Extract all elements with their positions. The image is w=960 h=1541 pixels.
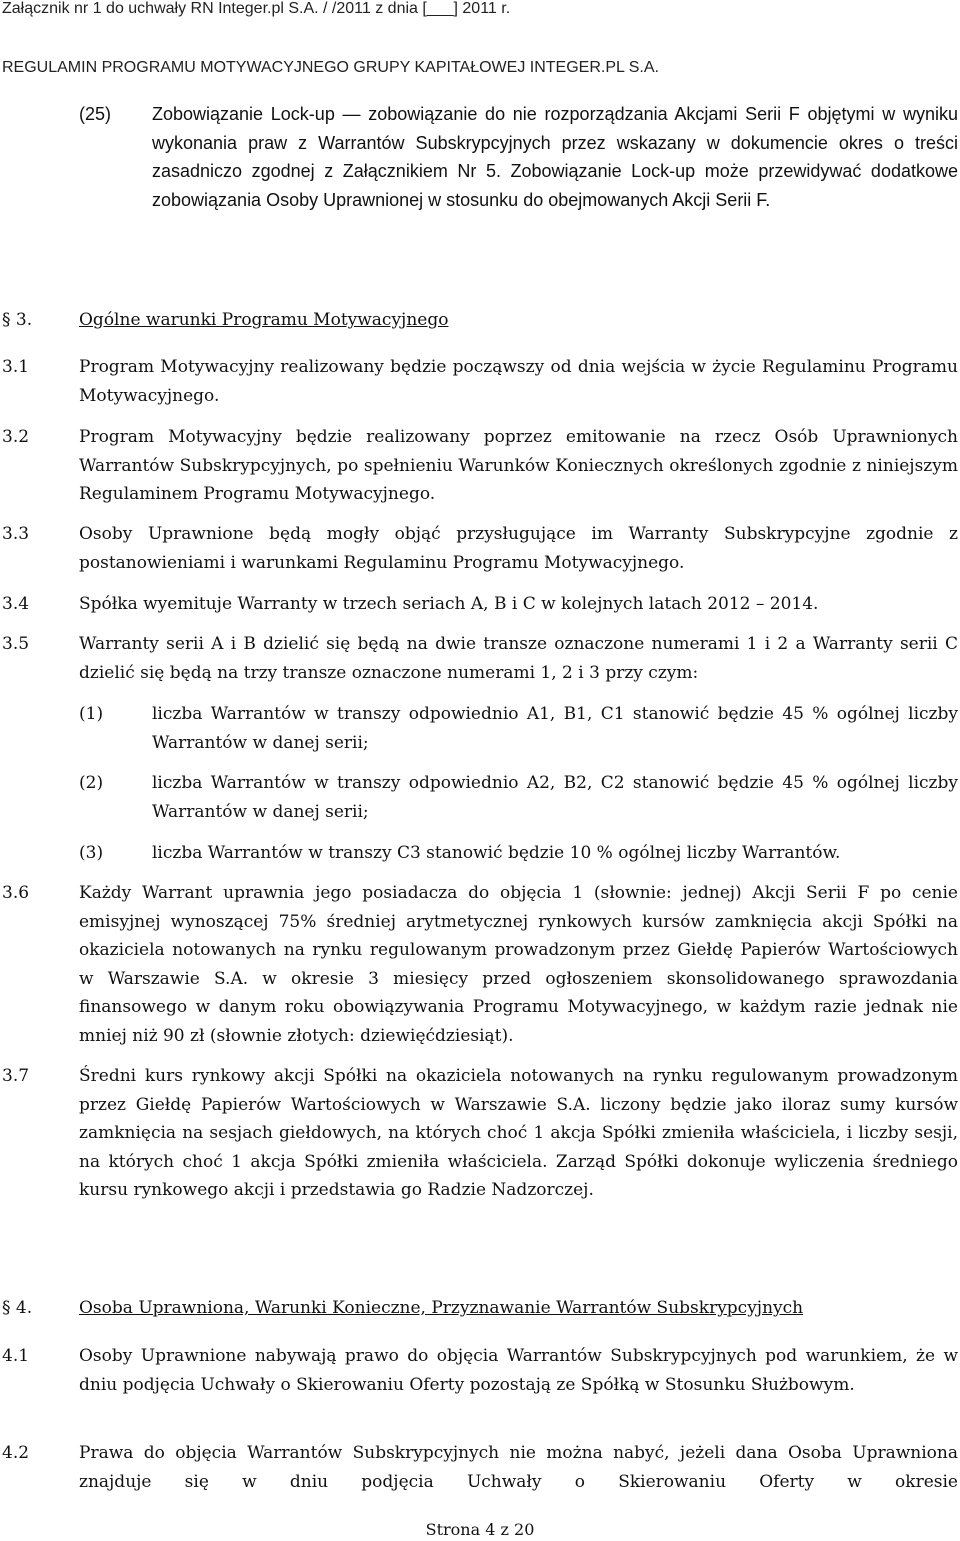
section-sign: § 3.	[2, 310, 33, 330]
clause-text: Średni kurs rynkowy akcji Spółki na okaziciela notowanych na rynku regulowanym prowadzonym przez Giełdę Papierów Wartościowych w Warszawie S.A. liczony będzie jako iloraz sumy kursów zamknięcia na sesjach giełdowych, na których choć 1 akcja Spółki zmieniła właściciela, i liczby sesji, na których choć 1 akcja Spółki zmieniła właściciela. Zarząd Spółki dokonuje wyliczenia średniego kursu rynkowego akcji i przedstawia go Radzie Nadzorczej.	[79, 1066, 958, 1201]
clause-number: 3.7	[2, 1066, 30, 1086]
subclause-number: (1)	[79, 704, 104, 724]
subclause-text: liczba Warrantów w transzy C3 stanowić będzie 10 % ogólnej liczby Warrantów.	[152, 843, 841, 863]
subclause-text: liczba Warrantów w transzy odpowiednio A1, B1, C1 stanowić będzie 45 % ogólnej liczby Warrantów w danej serii;	[152, 704, 958, 753]
clause-text: Osoby Uprawnione nabywają prawo do objęcia Warrantów Subskrypcyjnych pod warunkiem, że w dniu podjęcia Uchwały o Skierowaniu Oferty pozostają ze Spółką w Stosunku Służbowym.	[79, 1346, 958, 1395]
clause-text: Każdy Warrant uprawnia jego posiadacza do objęcia 1 (słownie: jednej) Akcji Serii F po cenie emisyjnej wynoszącej 75% średniej arytmetycznej rynkowych kursów zamknięcia akcji Spółki na okaziciela notowanych na rynku regulowanym prowadzonym przez Giełdę Papierów Wartościowych w Warszawie S.A. w okresie 3 miesięcy przed ogłoszeniem skonsolidowanego sprawozdania finansowego w danym roku obowiązywania Programu Motywacyjnego, w każdym razie jednak nie mniej niż 90 zł (słownie złotych: dziewięćdziesiąt).	[79, 883, 958, 1046]
section-title	[79, 306, 448, 334]
section-title-text: Osoba Uprawniona, Warunki Konieczne, Przyznawanie Warrantów Subskrypcyjnych	[79, 1298, 804, 1318]
definition-number: (25)	[79, 104, 112, 124]
clause-text: Warranty serii A i B dzielić się będą na dwie transze oznaczone numerami 1 i 2 a Warranty serii C dzielić się będą na trzy transze oznaczone numerami 1, 2 i 3 przy czym:	[79, 634, 958, 683]
clause-text: Spółka wyemituje Warranty w trzech seriach A, B i C w kolejnych latach 2012 – 2014.	[79, 594, 819, 614]
subclause-text: liczba Warrantów w transzy odpowiednio A2, B2, C2 stanowić będzie 45 % ogólnej liczby Warrantów w danej serii;	[152, 773, 958, 822]
clause-number: 3.4	[2, 594, 30, 614]
clause-number: 3.3	[2, 524, 30, 544]
page-number: Strona 4 z 20	[425, 1520, 535, 1539]
document-header-annex: Załącznik nr 1 do uchwały RN Integer.pl S.A. / /2011 z dnia [___] 2011 r.	[2, 0, 511, 17]
subclause-number: (3)	[79, 843, 104, 863]
clause-number: 3.5	[2, 634, 30, 654]
section-title	[79, 1294, 803, 1322]
subclause-number: (2)	[79, 773, 104, 793]
document-header-title: REGULAMIN PROGRAMU MOTYWACYJNEGO GRUPY KAPITAŁOWEJ INTEGER.PL S.A.	[2, 59, 659, 76]
clause-text: Program Motywacyjny realizowany będzie począwszy od dnia wejścia w życie Regulaminu Programu Motywacyjnego.	[79, 357, 958, 406]
section-sign: § 4.	[2, 1298, 33, 1318]
section-title-text: Ogólne warunki Programu Motywacyjnego	[79, 310, 449, 330]
clause-text: Osoby Uprawnione będą mogły objąć przysługujące im Warranty Subskrypcyjne zgodnie z postanowieniami i warunkami Regulaminu Programu Motywacyjnego.	[79, 524, 958, 573]
clause-number: 4.2	[2, 1443, 30, 1463]
clause-number: 3.6	[2, 883, 30, 903]
clause-number: 3.2	[2, 427, 30, 447]
clause-text: Program Motywacyjny będzie realizowany poprzez emitowanie na rzecz Osób Uprawnionych Warrantów Subskrypcyjnych, po spełnieniu Warunków Koniecznych określonych zgodnie z niniejszym Regulaminem Programu Motywacyjnego.	[79, 427, 958, 505]
clause-number: 3.1	[2, 357, 30, 377]
definition-text: Zobowiązanie Lock-up — zobowiązanie do nie rozporządzania Akcjami Serii F objętymi w wyniku wykonania praw z Warrantów Subskrypcyjnych przez wskazany w dokumencie okres o treści zasadniczo zgodnej z Załącznikiem Nr 5. Zobowiązanie Lock-up może przewidywać dodatkowe zobowiązania Osoby Uprawnionej w stosunku do obejmowanych Akcji Serii F.	[152, 104, 958, 210]
clause-text: Prawa do objęcia Warrantów Subskrypcyjnych nie można nabyć, jeżeli dana Osoba Uprawniona znajduje się w dniu podjęcia Uchwały o Skierowaniu Oferty w okresie	[79, 1443, 958, 1492]
clause-number: 4.1	[2, 1346, 30, 1366]
